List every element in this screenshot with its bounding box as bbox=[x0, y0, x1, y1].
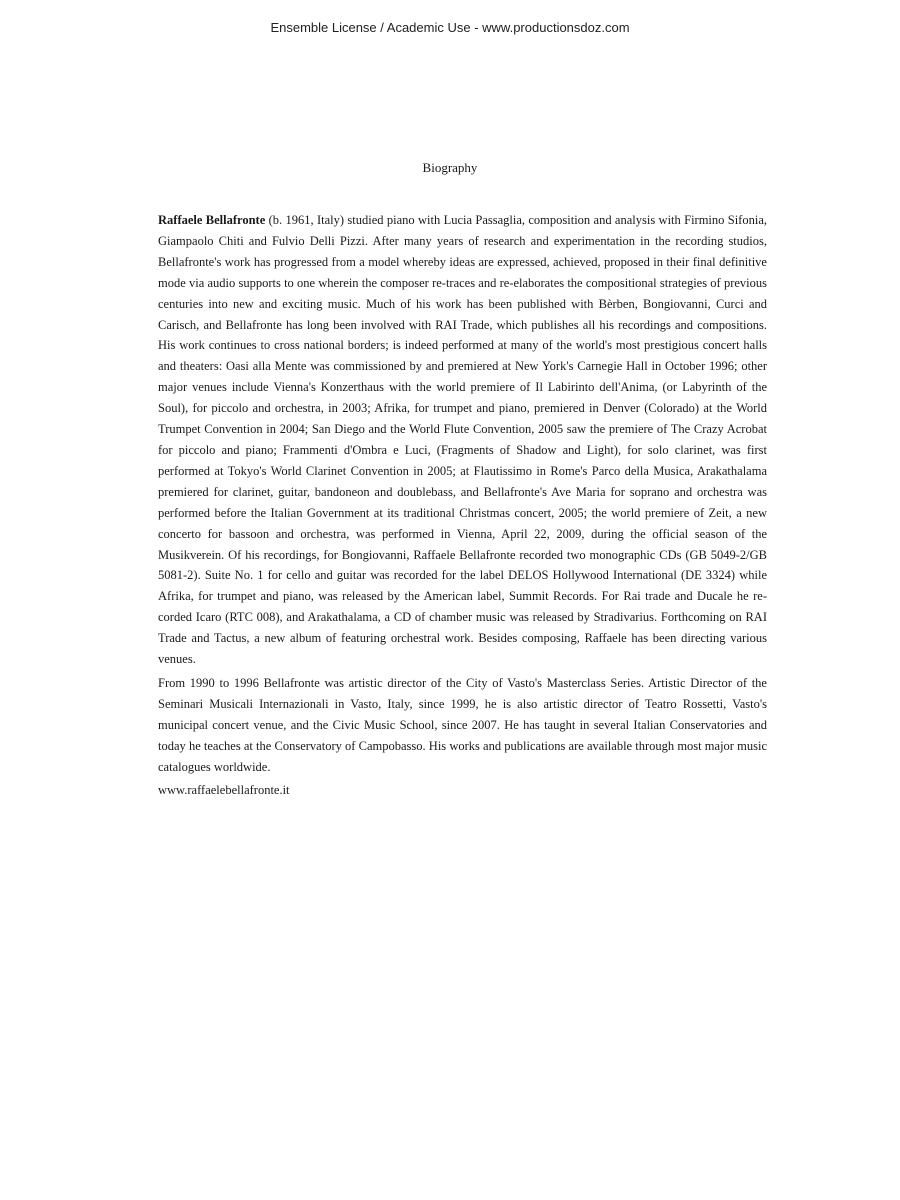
biography-paragraph-1 bbox=[158, 210, 767, 670]
composer-name: Raffaele Bellafronte bbox=[158, 213, 266, 227]
website-link[interactable]: www.raffaelebellafronte.it bbox=[158, 783, 290, 798]
biography-paragraph-2: From 1990 to 1996 Bellafronte was artistic director of the City of Vasto's Masterclass Series. Artistic Director of the Seminari Musicali Internazionali in Vasto, Italy, since 1999, he is also artistic director of Teatro Rossetti, Vasto's municipal concert venue, and the Civic Music School, since 2007. He has taught in several Italian Conservatories and today he teaches at the Conservatory of Campobasso. His works and publications are available through most major music catalogues worldwide. bbox=[158, 675, 767, 774]
license-header: Ensemble License / Academic Use - www.productionsdoz.com bbox=[270, 20, 630, 35]
paragraph-1-text: (b. 1961, Italy) studied piano with Lucia Passaglia, composition and analysis with Firmino Sifonia, Giampaolo Chiti and Fulvio Delli Pizzi. After many years of research and experimentation in the recording studios, Bellafronte's work has progressed from a model whereby ideas are expressed, achieved, proposed in their final definitive mode via audio supports to one wherein the composer re-traces and re-elaborates the compositional strategies of previous centuries into new and exciting music. Much of his work has been published with Bèrben, Bongiovanni, Curci and Carisch, and Bellafronte has long been involved with RAI Trade, which publishes all his recordings and compositions. His work continues to cross national borders; is indeed performed at many of the world's most prestigious concert halls and theaters: Oasi alla Mente was commissioned by and premiered at New York's Carnegie Hall in October 1996; other major venues include Vienna's Konzerthaus with the world premiere of Il Labirinto dell'Anima, (or Labyrinth of the Soul), for piccolo and orchestra, in 2003; Afrika, for trumpet and piano, premiered in Denver (Colorado) at the World Trumpet Convention in 2004; San Diego and the World Flute Convention, 2005 saw the premiere of The Crazy Acrobat for piccolo and piano; Frammenti d'Ombra e Luci, (Fragments of Shadow and Light), for solo clarinet, was first performed at Tokyo's World Clarinet Convention in 2005; at Flautissimo in Rome's Parco della Musica, Arakathalama premiered for clarinet, guitar, bandoneon and doublebass, and Bellafronte's Ave Maria for soprano and orchestra was performed before the Italian Government at its traditional Christmas concert, 2005; the world premiere of Zeit, a new concerto for bassoon and orchestra, was performed in Vienna, April 22, 2009, during the official season of the Musikverein. Of his recordings, for Bongiovanni, Raffaele Bellafronte recorded two monographic CDs (GB 5049-2/GB 5081-2). Suite No. 1 for cello and guitar was recorded for the label DELOS Hollywood International (DE 3324) while Afrika, for trumpet and piano, was released by the American label, Summit Records. For Rai trade and Ducale he recorded Icaro (RTC 008), and Arakathalama, a CD of chamber music was released by Stradivarius. Forthcoming on RAI Trade and Tactus, a new album of featuring orchestral work. Besides composing, Raffaele has been directing various venues. bbox=[158, 213, 767, 667]
biography-body bbox=[158, 210, 767, 801]
page-title: Biography bbox=[422, 160, 478, 175]
